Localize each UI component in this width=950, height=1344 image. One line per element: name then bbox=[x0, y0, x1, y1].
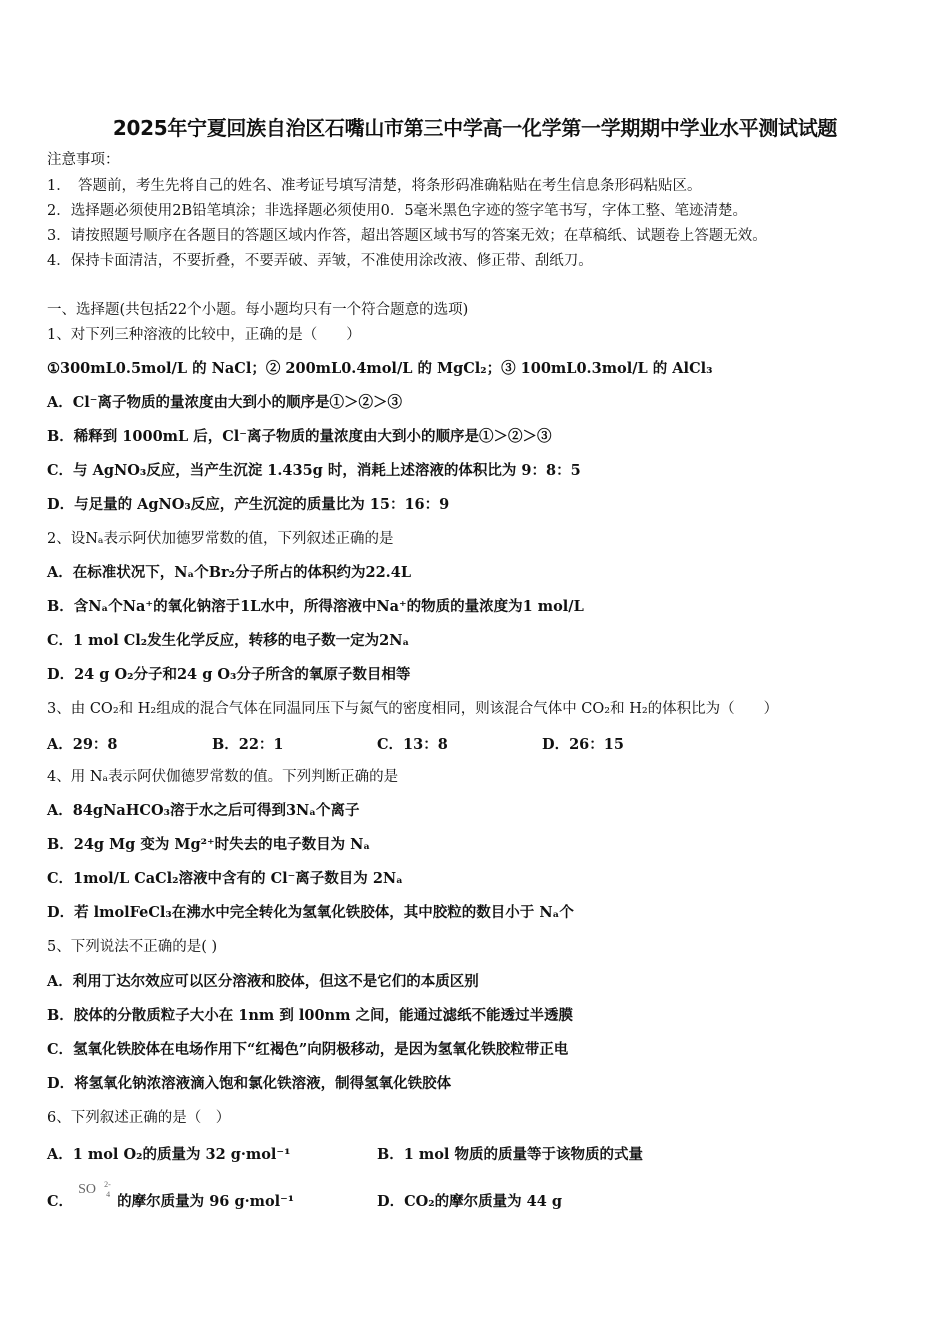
q2-option-b: B．含Nₐ个Na⁺的氧化钠溶于1L水中，所得溶液中Na⁺的物质的量浓度为1 mol/L bbox=[47, 598, 584, 615]
q6-option-b: B．1 mol 物质的质量等于该物质的式量 bbox=[377, 1146, 643, 1163]
q4-option-c: C．1mol/L CaCl₂溶液中含有的 Cl⁻离子数目为 2Nₐ bbox=[47, 870, 403, 887]
q3-option-d: D．26：15 bbox=[542, 736, 624, 753]
q3-options bbox=[47, 733, 927, 755]
q4-option-d: D．若 lmolFeCl₃在沸水中完全转化为氢氧化铁胶体，其中胶粒的数目小于 Nₐ个 bbox=[47, 904, 574, 921]
q6-option-a: A．1 mol O₂的质量为 32 g·mol⁻¹ bbox=[47, 1146, 291, 1163]
notice-item-4: 4．保持卡面清洁，不要折叠，不要弄破、弄皱，不准使用涂改液、修正带、刮纸刀。 bbox=[47, 253, 593, 269]
q5-option-d: D．将氢氧化钠浓溶液滴入饱和氯化铁溶液，制得氢氧化铁胶体 bbox=[47, 1075, 452, 1092]
q6-stem: 6、下列叙述正确的是（ ） bbox=[47, 1110, 231, 1126]
q1-option-c: C．与 AgNO₃反应，当产生沉淀 1.435g 时，消耗上述溶液的体积比为 9：8：5 bbox=[47, 462, 581, 479]
sulfate-subscript: 4 bbox=[106, 1190, 111, 1199]
section-heading: 一、选择题(共包括22个小题。每小题均只有一个符合题意的选项) bbox=[47, 302, 469, 318]
q3-option-b: B．22：1 bbox=[212, 736, 284, 753]
q6-option-c-text: 的摩尔质量为 96 g·mol⁻¹ bbox=[117, 1193, 295, 1210]
q5-option-c: C．氢氧化铁胶体在电场作用下“红褐色”向阴极移动，是因为氢氧化铁胶粒带正电 bbox=[47, 1041, 569, 1058]
notice-heading: 注意事项： bbox=[47, 152, 120, 168]
q6-option-c bbox=[47, 1180, 295, 1212]
q1-option-d: D．与足量的 AgNO₃反应，产生沉淀的质量比为 15：16：9 bbox=[47, 496, 450, 513]
q2-option-a: A．在标准状况下，Nₐ个Br₂分子所占的体积约为22.4L bbox=[47, 564, 412, 581]
sulfate-charge: 2- bbox=[104, 1180, 111, 1189]
q3-option-c: C．13：8 bbox=[377, 736, 448, 753]
q6-options-row-1 bbox=[47, 1143, 927, 1165]
q4-option-b: B．24g Mg 变为 Mg²⁺时失去的电子数目为 Nₐ bbox=[47, 836, 371, 853]
q6-options-row-2 bbox=[47, 1180, 927, 1212]
q5-option-b: B．胶体的分散质粒子大小在 1nm 到 l00nm 之间，能通过滤纸不能透过半透膜 bbox=[47, 1007, 573, 1024]
q1-option-a: A．Cl⁻离子物质的量浓度由大到小的顺序是①＞②＞③ bbox=[47, 394, 402, 411]
q4-stem: 4、用 Nₐ表示阿伏伽德罗常数的值。下列判断正确的是 bbox=[47, 769, 399, 785]
q2-option-d: D．24 g O₂分子和24 g O₃分子所含的氧原子数目相等 bbox=[47, 666, 411, 683]
q1-stem: 1、对下列三种溶液的比较中，正确的是（ ） bbox=[47, 327, 361, 343]
q3-option-a: A．29：8 bbox=[47, 736, 118, 753]
exam-title: 2025年宁夏回族自治区石嘴山市第三中学高一化学第一学期期中学业水平测试试题 bbox=[112, 116, 838, 140]
q1-option-b: B．稀释到 1000mL 后，Cl⁻离子物质的量浓度由大到小的顺序是①＞②＞③ bbox=[47, 428, 552, 445]
notice-item-2: 2．选择题必须使用2B铅笔填涂；非选择题必须使用0．5毫米黑色字迹的签字笔书写，字体工整、笔迹清楚。 bbox=[47, 203, 748, 219]
q6-option-c-label: C． bbox=[47, 1193, 74, 1210]
sulfate-ion-formula bbox=[78, 1180, 112, 1212]
q5-option-a: A．利用丁达尔效应可以区分溶液和胶体，但这不是它们的本质区别 bbox=[47, 973, 479, 990]
q5-stem: 5、下列说法不正确的是( ) bbox=[47, 939, 218, 955]
notice-item-3: 3．请按照题号顺序在各题目的答题区域内作答，超出答题区域书写的答案无效；在草稿纸、试题卷上答题无效。 bbox=[47, 228, 767, 244]
q4-option-a: A．84gNaHCO₃溶于水之后可得到3Nₐ个离子 bbox=[47, 802, 360, 819]
sulfate-formula-text: SO bbox=[78, 1182, 97, 1197]
q2-stem: 2、设Nₐ表示阿伏加德罗常数的值，下列叙述正确的是 bbox=[47, 531, 394, 547]
q3-stem: 3、由 CO₂和 H₂组成的混合气体在同温同压下与氮气的密度相同，则该混合气体中 CO₂和 H₂的体积比为（ ） bbox=[47, 701, 779, 717]
q6-option-d: D．CO₂的摩尔质量为 44 g bbox=[377, 1193, 563, 1210]
notice-item-1: 1． 答题前，考生先将自己的姓名、准考证号填写清楚，将条形码准确粘贴在考生信息条形码粘贴区。 bbox=[47, 178, 702, 194]
q2-option-c: C．1 mol Cl₂发生化学反应，转移的电子数一定为2Nₐ bbox=[47, 632, 410, 649]
q1-data: ①300mL0.5mol/L 的 NaCl；② 200mL0.4mol/L 的 MgCl₂；③ 100mL0.3mol/L 的 AlCl₃ bbox=[47, 360, 713, 377]
